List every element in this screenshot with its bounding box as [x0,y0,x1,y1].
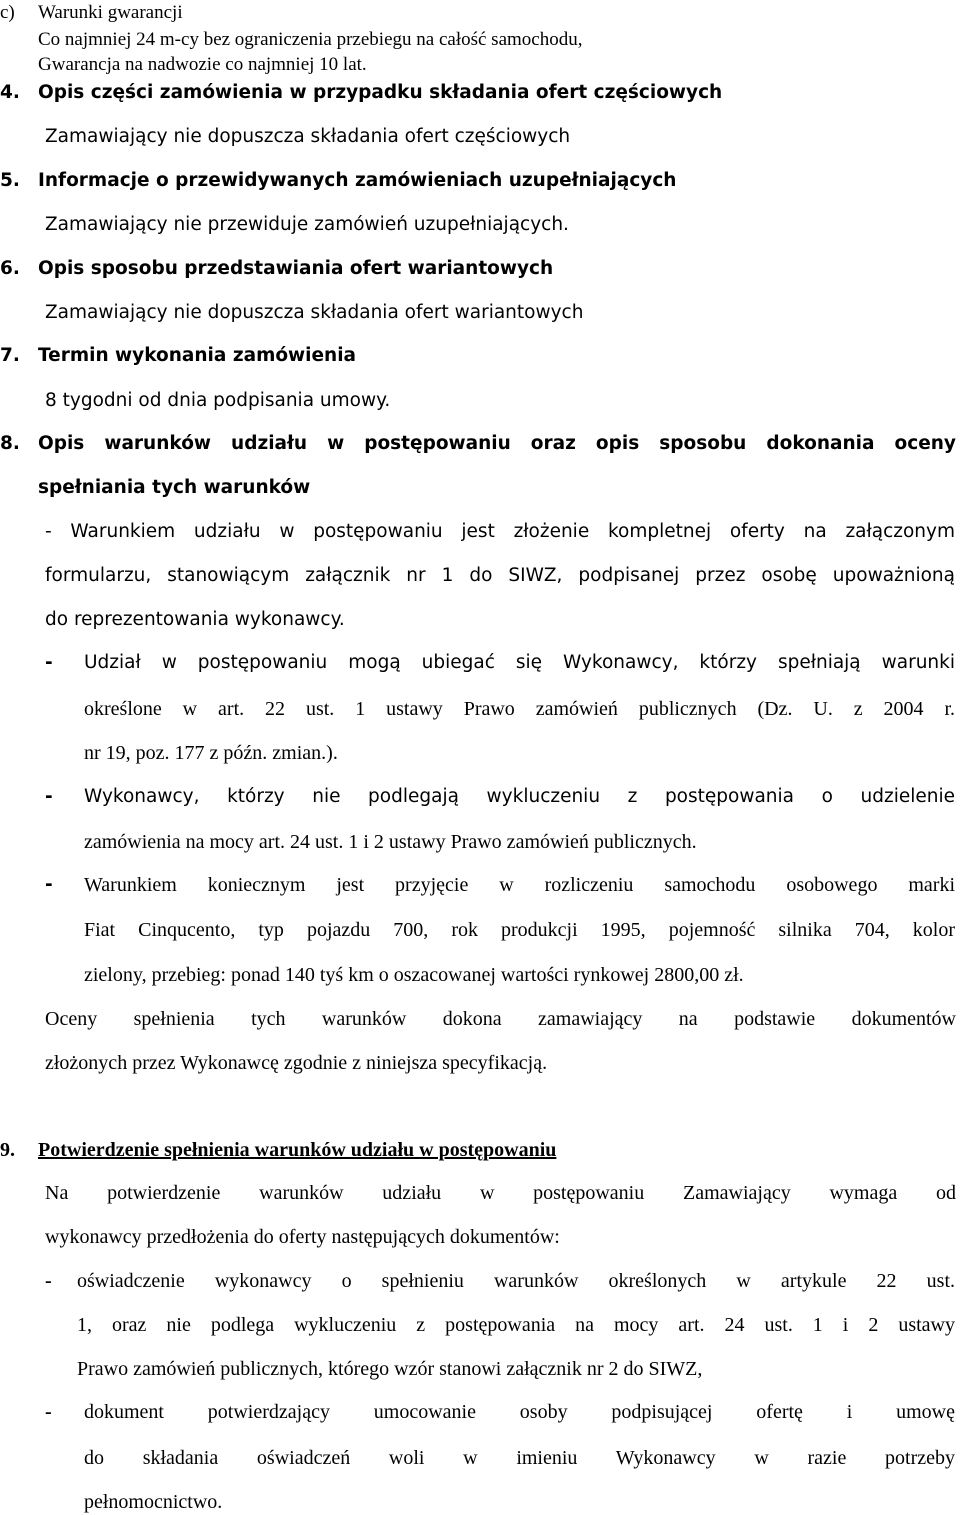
section-6-number: 6. [0,258,20,279]
section-6-title: Opis sposobu przedstawiania ofert wariantowych [38,258,554,279]
section-8-title-line-1: Opis warunków udziału w postępowaniu oraz opis sposobu dokonania oceny [38,433,956,454]
section-8-bullet-1-line-3: nr 19, poz. 177 z późn. zmian.). [84,742,338,764]
section-9-number: 9. [0,1139,15,1161]
warranty-line-1: Co najmniej 24 m-cy bez ograniczenia przebiegu na całość samochodu, [38,29,583,50]
warranty-line-2: Gwarancja na nadwozie co najmniej 10 lat. [38,54,367,75]
section-9-bullet-2-line-2: do składania oświadczeń woli w imieniu Wykonawcy w razie potrzeby [84,1447,955,1469]
section-5-body: Zamawiający nie przewiduje zamówień uzupełniających. [45,214,569,235]
section-8-para-line-3: do reprezentowania wykonawcy. [45,609,345,630]
section-8-bullet-3-line-2: Fiat Cinqucento, typ pojazdu 700, rok produkcji 1995, pojemność silnika 704, kolor [84,919,955,941]
warranty-title: Warunki gwarancji [38,2,183,23]
section-8-bullet-2-dash: - [45,786,53,807]
section-8-bullet-3-line-1: Warunkiem koniecznym jest przyjęcie w rozliczeniu samochodu osobowego marki [84,874,955,896]
section-8-bullet-3-line-3: zielony, przebieg: ponad 140 tyś km o oszacowanej wartości rynkowej 2800,00 zł. [84,964,744,986]
section-9-bullet-2-line-1: dokument potwierdzający umocowanie osoby podpisującej ofertę i umowę [84,1401,955,1423]
section-9-bullet-1-line-1: oświadczenie wykonawcy o spełnieniu warunków określonych w artykule 22 ust. [77,1270,955,1292]
section-4-body: Zamawiający nie dopuszcza składania ofert częściowych [45,126,571,147]
section-8-bullet-1-line-2: określone w art. 22 ust. 1 ustawy Prawo zamówień publicznych (Dz. U. z 2004 r. [84,698,955,720]
section-9-title: Potwierdzenie spełnienia warunków udziału w postępowaniu [38,1139,557,1161]
section-8-bullet-2-line-1: Wykonawcy, którzy nie podlegają wykluczeniu z postępowania o udzielenie [84,786,955,807]
section-8-bullet-1-dash: - [45,652,53,673]
section-8-para-line-2: formularzu, stanowiącym załącznik nr 1 do SIWZ, podpisanej przez osobę upoważnioną [45,565,955,586]
section-7-body: 8 tygodni od dnia podpisania umowy. [45,390,391,411]
section-6-body: Zamawiający nie dopuszcza składania ofert wariantowych [45,302,584,323]
section-8-bullet-1-line-1: Udział w postępowaniu mogą ubiegać się Wykonawcy, którzy spełniają warunki [84,652,955,673]
section-9-bullet-1-line-3: Prawo zamówień publicznych, którego wzór stanowi załącznik nr 2 do SIWZ, [77,1358,703,1380]
section-8-closing-line-2: złożonych przez Wykonawcę zgodnie z niniejsza specyfikacją. [45,1052,548,1074]
section-9-intro-line-2: wykonawcy przedłożenia do oferty następujących dokumentów: [45,1226,560,1248]
section-9-bullet-1-line-2: 1, oraz nie podlega wykluczeniu z postępowania na mocy art. 24 ust. 1 i 2 ustawy [77,1314,955,1336]
section-9-bullet-1-dash: - [45,1270,52,1292]
section-7-number: 7. [0,345,20,366]
warranty-marker: c) [0,2,15,23]
section-8-bullet-3-dash: - [45,874,53,895]
section-9-intro-line-1: Na potwierdzenie warunków udziału w postępowaniu Zamawiający wymaga od [45,1182,956,1204]
section-5-number: 5. [0,170,20,191]
section-7-title: Termin wykonania zamówienia [38,345,357,366]
section-8-closing-line-1: Oceny spełnienia tych warunków dokona zamawiający na podstawie dokumentów [45,1008,956,1030]
section-8-para-line-1: - Warunkiem udziału w postępowaniu jest złożenie kompletnej oferty na załączonym [45,521,955,542]
section-4-title: Opis części zamówienia w przypadku składania ofert częściowych [38,82,723,103]
section-9-bullet-2-dash: - [45,1401,52,1423]
section-8-title-line-2: spełniania tych warunków [38,477,311,498]
section-4-number: 4. [0,82,20,103]
section-9-bullet-2-line-3: pełnomocnictwo. [84,1491,223,1513]
section-8-number: 8. [0,433,20,454]
section-8-bullet-2-line-2: zamówienia na mocy art. 24 ust. 1 i 2 ustawy Prawo zamówień publicznych. [84,831,697,853]
section-5-title: Informacje o przewidywanych zamówieniach uzupełniających [38,170,677,191]
